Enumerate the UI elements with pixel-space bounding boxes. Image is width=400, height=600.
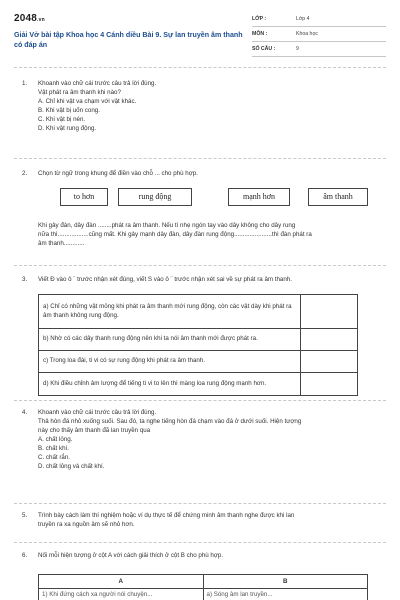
question-divider <box>14 400 386 401</box>
question-prompt: Viết Đ vào ô ¨ trước nhận xét đúng, viết S vào ô ¨ trước nhận xét sai về sự phát ra âm thanh. <box>38 276 292 283</box>
fill-in-paragraph <box>38 222 380 249</box>
word-box: to hơn <box>60 188 108 206</box>
header-divider <box>14 67 386 68</box>
paragraph-line: nữa thì..................cũng mất. Khi gảy mạnh dây đàn, dây đàn rung động......................thì đàn phát ra <box>38 230 312 238</box>
meta-value: Lớp 4 <box>296 16 310 23</box>
matching-table <box>38 574 368 600</box>
meta-key: MÔN : <box>252 31 268 38</box>
answer-option-b: B. Khi vật bị uốn cong. <box>38 106 100 114</box>
answer-option-d: D. chất lỏng và chất khí. <box>38 462 105 470</box>
question-prompt: Nối mỗi hiện tượng ở cột A với cách giải thích ở cột B cho phù hợp. <box>38 552 224 559</box>
meta-row-class <box>252 12 386 27</box>
question-divider <box>14 542 386 543</box>
question-line: Thả hòn đá nhỏ xuống suối. Sau đó, ta nghe tiếng hòn đá chạm vào đá ở dưới suối. Hiện tượng <box>38 417 302 425</box>
statement: b) Nhờ có các dây thanh rung động nên khi ta nói âm thanh mới được phát ra. <box>39 329 301 350</box>
word-box: mạnh hơn <box>228 188 290 206</box>
question-3 <box>22 276 378 285</box>
question-2 <box>22 170 378 179</box>
meta-value: 9 <box>296 46 299 53</box>
question-6 <box>22 552 378 561</box>
answer-option-c: C. chất rắn. <box>38 453 70 461</box>
question-5 <box>22 512 378 530</box>
answer-box[interactable] <box>301 329 357 350</box>
answer-option-a: A. chất lỏng. <box>38 435 73 443</box>
table-row <box>39 295 357 329</box>
question-line: truyền ra xa nguồn âm sẽ nhỏ hơn. <box>38 520 135 528</box>
document-meta <box>252 12 386 57</box>
table-row <box>39 329 357 351</box>
question-number: 2. <box>22 170 28 177</box>
question-4 <box>22 409 378 472</box>
meta-key: SỐ CÂU : <box>252 46 276 53</box>
statement: d) Khi điều chỉnh âm lượng để tiếng ti vi to lên thì màng loa rung động mạnh hơn. <box>39 373 301 395</box>
table-row <box>39 373 357 395</box>
answer-box[interactable] <box>301 373 357 395</box>
site-logo[interactable] <box>14 12 45 27</box>
question-divider <box>14 158 386 159</box>
logo-text: 2048 <box>14 13 38 24</box>
matching-table-header <box>39 575 367 589</box>
document-header <box>14 12 386 70</box>
question-line: Vật phát ra âm thanh khi nào? <box>38 88 121 96</box>
answer-box[interactable] <box>301 351 357 372</box>
column-b-cell: a) Sóng âm lan truyền... <box>206 591 273 598</box>
answer-option-a: A. Chỉ khi vật va chạm với vật khác. <box>38 97 137 105</box>
question-prompt: Chọn từ ngữ trong khung để điền vào chỗ ... cho phù hợp. <box>38 170 198 177</box>
question-divider <box>14 503 386 504</box>
answer-option-b: B. chất khí. <box>38 444 69 452</box>
question-line: Khoanh vào chữ cái trước câu trả lời đúng. <box>38 409 157 416</box>
column-b-header: B <box>283 578 288 585</box>
word-box: âm thanh <box>308 188 368 206</box>
answer-box[interactable] <box>301 295 357 328</box>
answer-option-c: C. Khi vật bị nén. <box>38 115 86 123</box>
paragraph-line: âm thanh............ <box>38 239 85 247</box>
question-divider <box>14 265 386 266</box>
document-title: Giải Vở bài tập Khoa học 4 Cánh diều Bài 9. Sự lan truyền âm thanh có đáp án <box>14 31 243 50</box>
meta-value: Khoa học <box>296 31 318 38</box>
question-line: Khoanh vào chữ cái trước câu trả lời đúng. <box>38 80 157 87</box>
question-line: này cho thấy âm thanh đã lan truyền qua <box>38 426 151 434</box>
column-a-header: A <box>39 575 204 588</box>
matching-table-row <box>39 589 367 600</box>
statement: c) Trong loa đài, ti vi có sự rung động khi phát ra âm thanh. <box>39 351 301 372</box>
word-bank <box>60 188 380 208</box>
meta-key: LỚP : <box>252 16 267 23</box>
question-number: 1. <box>22 80 28 87</box>
column-a-cell: 1) Khi đứng cách xa người nói chuyện... <box>39 589 204 600</box>
question-line: Trình bày cách làm thí nghiệm hoặc ví dụ thực tế để chứng minh âm thanh nghe được khi lan <box>38 512 295 519</box>
statement: a) Chỉ có những vật mỏng khi phát ra âm thanh mới rung động, còn các vật dày khi phát ra âm thanh không rung động. <box>39 295 301 328</box>
question-number: 6. <box>22 552 28 559</box>
true-false-table <box>38 294 358 396</box>
meta-row-count <box>252 42 386 57</box>
question-number: 3. <box>22 276 28 283</box>
question-number: 5. <box>22 512 28 519</box>
paragraph-line: Khi gảy đàn, dây đàn ........phát ra âm thanh. Nếu tì nhẹ ngón tay vào dây không cho dây rung <box>38 222 296 229</box>
logo-suffix: .vn <box>37 17 45 23</box>
table-row <box>39 351 357 373</box>
word-box: rung động <box>118 188 192 206</box>
answer-option-d: D. Khi vật rung động. <box>38 124 97 132</box>
question-1 <box>22 80 378 134</box>
meta-row-subject <box>252 27 386 42</box>
question-number: 4. <box>22 409 28 416</box>
